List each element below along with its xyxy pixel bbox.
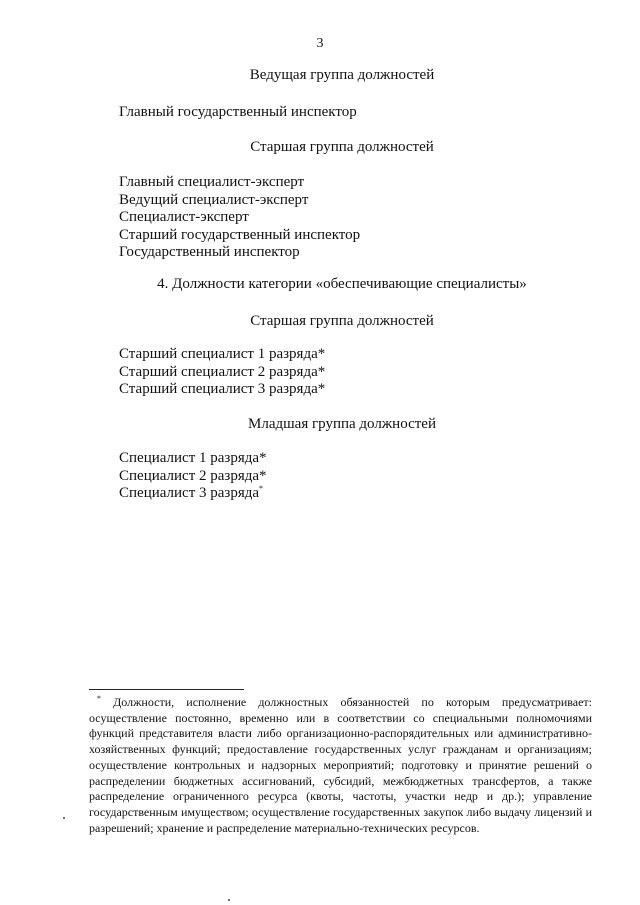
list-item: Специалист 2 разряда* [119,467,267,484]
junior-group-heading: Младшая группа должностей [248,416,436,432]
list-item: Старший специалист 2 разряда* [119,363,326,380]
footnote-reference: * [259,484,264,493]
lead-group-list [119,104,357,122]
list-item: Ведущий специалист-эксперт [119,191,309,208]
list-item: Специалист 1 разряда* [119,450,267,466]
senior-group-heading: Старшая группа должностей [250,139,434,155]
page-number: 3 [316,36,324,51]
footnote-separator [89,689,244,690]
scan-speck [228,899,230,901]
list-item: Главный государственный инспектор [119,104,357,120]
footnote [89,695,592,836]
list-item: Специалист-эксперт [119,209,249,225]
section-4-heading: 4. Должности категории «обеспечивающие специалисты» [157,276,527,292]
list-item: Главный специалист-эксперт [119,174,305,190]
support-senior-group-list [119,346,325,399]
scan-speck [63,817,65,819]
list-item [119,485,267,503]
list-item: Старший специалист 1 разряда* [119,346,326,362]
support-senior-group-heading: Старшая группа должностей [250,313,434,329]
senior-group-list [119,174,360,262]
footnote-text: Должности, исполнение должностных обязанностей по которым предусматривает: осуществление постоянно, временно или в соответствии со специальными полномочиями функций представителя власти либо организационно-распорядительных или административно-хозяйственных функций; предоставление государственных услуг гражданам и организациям; осуществление контрольных и надзорных мероприятий; подготовку и принятие решений о распределении бюджетных ассигнований, субсидий, межбюджетных трансфертов, а также распределение ограниченного ресурса (квоты, частоты, участки недр и др.); управление государственным имуществом; осуществление государственных закупок либо выдачу лицензий и разрешений; хранение и распределение материально-технических ресурсов. [89,695,592,835]
list-item: Государственный инспектор [119,244,300,260]
junior-group-list [119,450,267,503]
footnote-mark: * [97,694,101,703]
lead-group-heading: Ведущая группа должностей [249,67,435,83]
list-item: Старший специалист 3 разряда* [119,381,326,397]
list-item: Старший государственный инспектор [119,226,361,243]
list-item-text: Специалист 3 разряда [119,485,260,501]
